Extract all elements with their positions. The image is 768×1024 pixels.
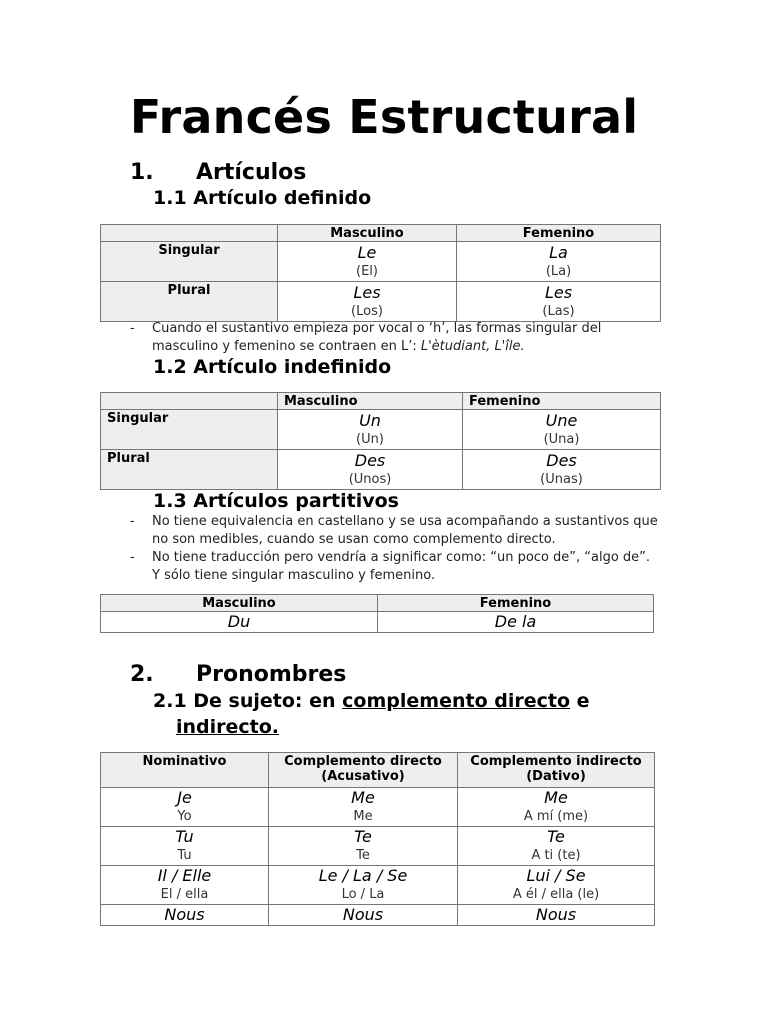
col-header-femenino: Femenino <box>378 595 654 612</box>
pronoun-form: Lui / Se <box>526 866 586 885</box>
section-number: 2. <box>130 662 154 687</box>
cell-femenino <box>463 450 661 490</box>
cell-masculino <box>101 612 378 633</box>
article-form: Le <box>357 242 377 262</box>
pronoun-translation: Lo / La <box>341 887 385 902</box>
pronoun-form: Le / La / Se <box>318 866 408 885</box>
col-header-nominativo: Nominativo <box>101 753 269 788</box>
col-header-acusativo: Complemento directo (Acusativo) <box>269 753 458 788</box>
indefinite-article-table <box>100 392 661 490</box>
pronoun-form: Te <box>547 827 565 846</box>
row-label: Plural <box>101 282 278 322</box>
corner-cell <box>101 225 278 242</box>
article-translation: (Los) <box>351 303 383 319</box>
article-translation: (El) <box>356 263 378 279</box>
pronoun-form: Me <box>544 788 568 807</box>
article-translation: (Una) <box>543 431 580 447</box>
heading-underlined: indirecto. <box>176 716 280 738</box>
article-form: Des <box>546 450 577 470</box>
list-item: - No tiene traducción pero vendría a significar como: “un poco de”, “algo de”. Y sólo tiene singular masculino y femenino. <box>130 550 651 583</box>
cell-masculino <box>278 242 457 282</box>
article-translation: (Un) <box>356 431 384 447</box>
table-row <box>101 410 661 450</box>
article-translation: (Unas) <box>540 471 583 487</box>
section-heading-pronombres <box>130 662 430 690</box>
cell-masculino <box>278 282 457 322</box>
article-translation: (Unos) <box>348 471 392 487</box>
table-row <box>101 788 655 827</box>
col-header-masculino: Masculino <box>278 225 457 242</box>
table-row <box>101 242 661 282</box>
document-title: Francés Estructural <box>129 90 639 144</box>
col-header-femenino: Femenino <box>463 393 661 410</box>
corner-cell <box>101 393 278 410</box>
cell-femenino <box>378 612 654 633</box>
pronoun-translation: Tu <box>177 848 192 863</box>
row-label: Singular <box>101 410 278 450</box>
article-form: La <box>549 242 568 262</box>
pronoun-form: Je <box>177 788 192 807</box>
definite-article-table <box>100 224 661 322</box>
heading-underlined: complemento directo <box>342 690 570 712</box>
pronoun-form: Tu <box>175 827 194 846</box>
section-heading-articulos <box>130 160 430 188</box>
table-row <box>101 282 661 322</box>
row-label: Plural <box>101 450 278 490</box>
list-item: - Cuando el sustantivo empieza por vocal o ‘h’, las formas singular del masculino y femenino se contraen en L’: L'ètudiant, L'île. <box>130 321 602 354</box>
list-item: - No tiene equivalencia en castellano y se usa acompañando a sustantivos que no son medibles, cuando se usan como complemento directo. <box>130 514 658 547</box>
cell-masculino <box>278 450 463 490</box>
subsection-heading-definido: 1.1 Artículo definido <box>153 187 372 209</box>
row-label: Singular <box>101 242 278 282</box>
pronoun-form: Il / Elle <box>157 866 212 885</box>
table-row <box>101 866 655 905</box>
pronoun-translation: Yo <box>177 809 192 824</box>
bullet-text: No tiene traducción pero vendría a significar como: “un poco de”, “algo de”. Y sólo tiene singular masculino y femenino. <box>152 550 651 583</box>
pronoun-translation: A ti (te) <box>531 848 581 863</box>
pronoun-translation: Me <box>353 809 373 824</box>
section-label: Artículos <box>196 160 307 185</box>
col-header-masculino: Masculino <box>278 393 463 410</box>
heading-text: e <box>570 690 590 712</box>
cell-femenino <box>463 410 661 450</box>
pronoun-table <box>100 752 655 926</box>
article-form: Un <box>359 410 381 430</box>
pronoun-translation: El / ella <box>160 887 209 902</box>
pronoun-form: Te <box>354 827 372 846</box>
article-form: Les <box>353 282 381 302</box>
article-form: Une <box>545 410 578 430</box>
subsection-heading-partitivos: 1.3 Artículos partitivos <box>153 490 399 512</box>
col-header-dativo: Complemento indirecto (Dativo) <box>458 753 655 788</box>
article-form: Les <box>544 282 573 302</box>
cell-femenino <box>457 242 661 282</box>
pronoun-form: Nous <box>535 905 577 924</box>
pronoun-translation: Te <box>356 848 370 863</box>
partitive-article-table <box>100 594 654 633</box>
note-examples: L'ètudiant, L'île. <box>420 339 525 354</box>
pronoun-form: Nous <box>164 905 205 924</box>
pronoun-form: Me <box>351 788 375 807</box>
partitive-notes <box>130 513 662 585</box>
subsection-heading-indefinido: 1.2 Artículo indefinido <box>153 356 392 378</box>
heading-text: 2.1 De sujeto: en <box>153 690 343 712</box>
table-row <box>101 612 654 633</box>
table-row <box>101 450 661 490</box>
bullet-text: No tiene equivalencia en castellano y se usa acompañando a sustantivos que no son medibles, cuando se usan como complemento directo. <box>152 514 658 547</box>
section-number: 1. <box>130 160 154 185</box>
section-label: Pronombres <box>196 662 347 687</box>
note-text: Cuando el sustantivo empieza por vocal o ‘h’, las formas singular del masculino y femenino se contraen en L’: <box>152 321 602 354</box>
definite-article-note <box>130 320 650 356</box>
col-header-masculino: Masculino <box>101 595 378 612</box>
article-form: Des <box>354 450 386 470</box>
col-header-femenino: Femenino <box>457 225 661 242</box>
cell-masculino <box>278 410 463 450</box>
subsection-heading-sujeto-line2 <box>176 716 279 738</box>
pronoun-translation: A mí (me) <box>523 809 589 824</box>
cell-femenino <box>457 282 661 322</box>
article-translation: (Las) <box>542 303 575 319</box>
subsection-heading-sujeto <box>153 690 590 712</box>
pronoun-translation: A él / ella (le) <box>512 887 600 902</box>
table-row <box>101 827 655 866</box>
article-form: De la <box>494 612 537 631</box>
table-row <box>101 905 655 926</box>
article-form: Du <box>227 612 251 631</box>
pronoun-form: Nous <box>342 905 384 924</box>
article-translation: (La) <box>545 263 572 279</box>
